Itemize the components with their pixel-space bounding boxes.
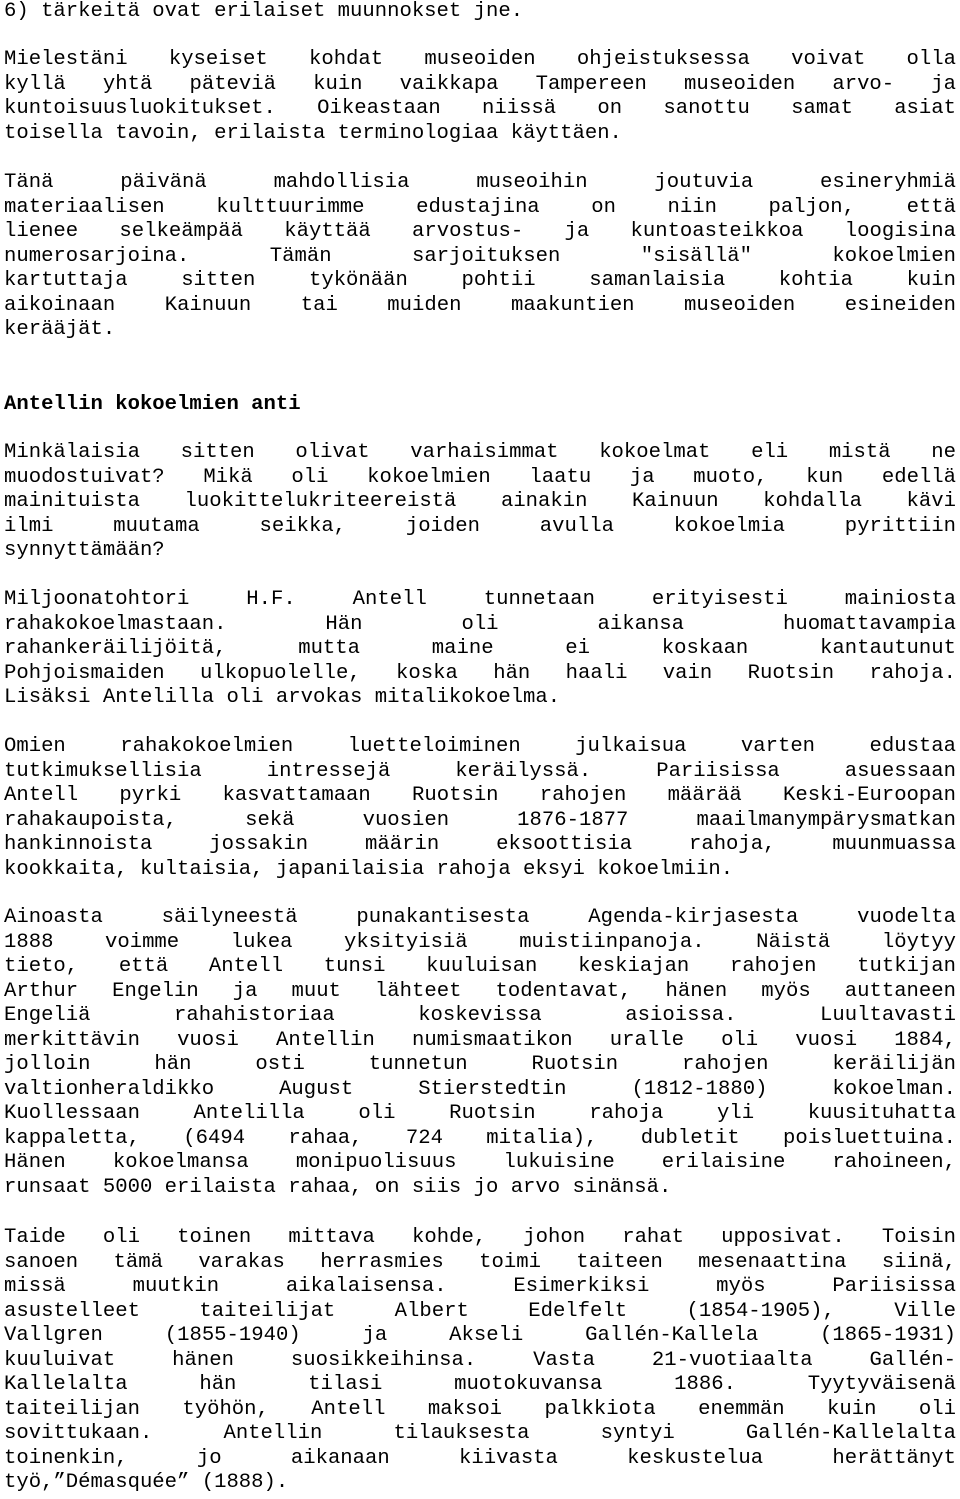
text-line: missä muutkin aikalaisensa. Esimerkiksi myös Pariisissa	[4, 1275, 956, 1298]
text-line: Vallgren (1855-1940) ja Akseli Gallén-Kallela (1865-1931)	[4, 1324, 956, 1347]
text-line: lienee selkeämpää käyttää arvostus- ja kuntoasteikkoa loogisina	[4, 220, 956, 243]
text-line: numerosarjoina. Tämän sarjoituksen "sisällä" kokoelmien	[4, 244, 956, 268]
text-line: synnyttämään?	[4, 539, 165, 562]
text-line: Hänen kokoelmansa monipuolisuus lukuisine erilaisine rahoineen,	[4, 1151, 956, 1174]
text-line: Mielestäni kyseiset kohdat museoiden ohjeistuksessa voivat olla	[4, 48, 956, 71]
text-line: runsaat 5000 erilaista rahaa, on siis jo arvo sinänsä.	[4, 1175, 672, 1199]
text-line: asustelleet taiteilijat Albert Edelfelt (1854-1905), Ville	[4, 1299, 956, 1323]
text-line: Lisäksi Antelilla oli arvokas mitalikokoelma.	[4, 686, 561, 709]
text-line: aikoinaan Kainuun tai muiden maakuntien museoiden esineiden	[4, 293, 956, 317]
text-line: kappaletta, (6494 rahaa, 724 mitalia), dubletit poisluettuina.	[4, 1126, 956, 1150]
text-line: toisella tavoin, erilaista terminologiaa käyttäen.	[4, 121, 622, 145]
text-line: ilmi muutama seikka, joiden avulla kokoelmia pyrittiin	[4, 514, 956, 538]
paragraph-paragraph-3	[4, 441, 956, 564]
text-line: jolloin hän osti tunnetun Ruotsin rahojen keräilijän	[4, 1053, 956, 1076]
text-line: sanoen tämä varakas herrasmies toimi taiteen mesenaattina siinä,	[4, 1250, 956, 1274]
text-line: valtionheraldikko August Stierstedtin (1812-1880) kokoelman.	[4, 1077, 956, 1101]
text-line: materiaalisen kulttuurimme edustajina on niin paljon, että	[4, 195, 956, 219]
text-line: merkittävin vuosi Antellin numismaatikon uralle oli vuosi 1884,	[4, 1028, 956, 1052]
text-line: toinenkin, jo aikanaan kiivasta keskustelua herättänyt	[4, 1446, 956, 1470]
text-line: 1888 voimme lukea yksityisiä muistiinpanoja. Näistä löytyy	[4, 930, 956, 954]
text-line: Minkälaisia sitten olivat varhaisimmat kokoelmat eli mistä ne	[4, 441, 956, 464]
text-line: tutkimuksellisia intressejä keräilyssä. Pariisissa asuessaan	[4, 759, 956, 783]
paragraph-paragraph-1	[4, 48, 956, 146]
text-line: kyllä yhtä päteviä kuin vaikkapa Tampereen museoiden arvo- ja	[4, 72, 956, 96]
text-line: Omien rahakokoelmien luetteloiminen julkaisua varten edustaa	[4, 735, 956, 758]
paragraph-paragraph-7	[4, 1226, 956, 1496]
paragraph-item-6	[4, 0, 956, 25]
text-line: hankinnoista jossakin määrin eksoottisia rahoja, muunmuassa	[4, 833, 956, 856]
text-line: Antellin kokoelmien anti	[4, 393, 301, 416]
text-line: taiteilijan työhön, Antell maksoi palkkiota enemmän kuin oli	[4, 1397, 956, 1421]
section-heading	[4, 393, 956, 418]
text-line: Taide oli toinen mittava kohde, johon rahat upposivat. Toisin	[4, 1226, 956, 1249]
paragraph-paragraph-6	[4, 906, 956, 1200]
text-line: kartuttaja sitten tykönään pohtii samanlaisia kohtia kuin	[4, 269, 956, 292]
text-line: kuuluivat hänen suosikkeihinsa. Vasta 21-vuotiaalta Gallén-	[4, 1348, 956, 1372]
text-line: kuntoisuusluokitukset. Oikeastaan niissä on sanottu samat asiat	[4, 97, 956, 120]
text-line: muodostuivat? Mikä oli kokoelmien laatu ja muoto, kun edellä	[4, 465, 956, 489]
text-line: 6) tärkeitä ovat erilaiset muunnokset jne.	[4, 0, 524, 23]
text-line: Arthur Engelin ja muut lähteet todentavat, hänen myös auttaneen	[4, 979, 956, 1003]
text-line: kookkaita, kultaisia, japanilaisia rahoja eksyi kokoelmiin.	[4, 857, 734, 881]
text-line: Kuollessaan Antelilla oli Ruotsin rahoja yli kuusituhatta	[4, 1102, 956, 1125]
text-line: mainituista luokittelukriteereistä ainakin Kainuun kohdalla kävi	[4, 490, 956, 513]
text-line: tieto, että Antell tunsi kuuluisan keskiajan rahojen tutkijan	[4, 955, 956, 978]
paragraph-paragraph-2	[4, 171, 956, 343]
text-line: rahankeräilijöitä, mutta maine ei koskaan kantautunut	[4, 637, 956, 660]
text-line: Antell pyrki kasvattamaan Ruotsin rahojen määrää Keski-Euroopan	[4, 784, 956, 807]
text-line: kerääjät.	[4, 318, 116, 341]
text-line: sovittukaan. Antellin tilauksesta syntyi Gallén-Kallelalta	[4, 1422, 956, 1445]
text-line: Ainoasta säilyneestä punakantisesta Agenda-kirjasesta vuodelta	[4, 906, 956, 929]
text-line: Miljoonatohtori H.F. Antell tunnetaan erityisesti mainiosta	[4, 588, 956, 611]
text-line: Tänä päivänä mahdollisia museoihin joutuvia esineryhmiä	[4, 171, 956, 194]
paragraph-paragraph-4	[4, 588, 956, 711]
text-line: rahakokoelmastaan. Hän oli aikansa huomattavampia	[4, 612, 956, 636]
text-line: rahakaupoista, sekä vuosien 1876-1877 maailmanympärysmatkan	[4, 808, 956, 832]
text-line: Pohjoismaiden ulkopuolelle, koska hän haali vain Ruotsin rahoja.	[4, 661, 956, 685]
text-line: työ,”Démasquée” (1888).	[4, 1471, 289, 1494]
paragraph-paragraph-5	[4, 735, 956, 882]
text-line: Engeliä rahahistoriaa koskevissa asioissa. Luultavasti	[4, 1004, 956, 1027]
text-line: Kallelalta hän tilasi muotokuvansa 1886. Tyytyväisenä	[4, 1373, 956, 1396]
